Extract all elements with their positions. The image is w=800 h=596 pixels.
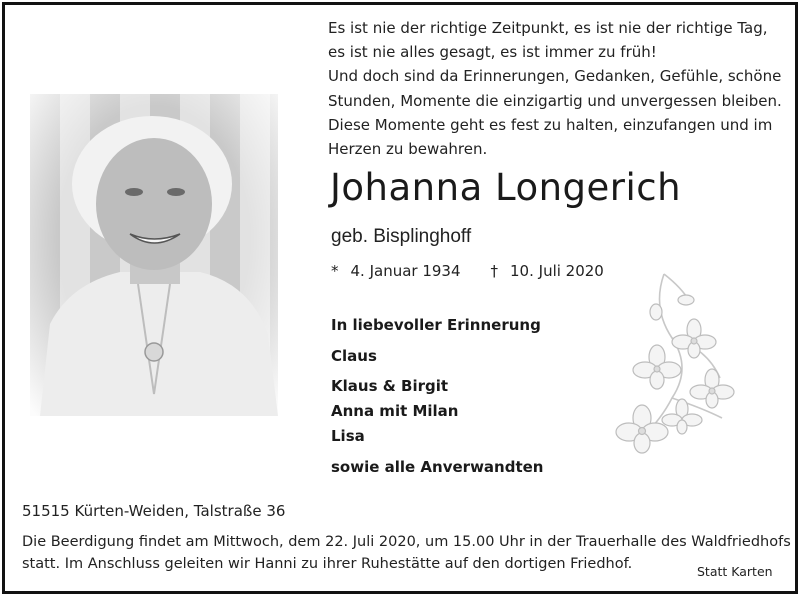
- poem-line: es ist nie alles gesagt, es ist immer zu früh!: [328, 43, 657, 62]
- death-date: 10. Juli 2020: [510, 262, 604, 280]
- mourners-closing: sowie alle Anverwandten: [331, 458, 544, 476]
- orchid-illustration: [612, 268, 752, 468]
- deceased-name: Johanna Longerich: [330, 166, 682, 209]
- poem-line: Diese Momente geht es fest zu halten, einzufangen und im: [328, 115, 773, 134]
- family-address: 51515 Kürten-Weiden, Talstraße 36: [22, 502, 286, 520]
- poem-line: Herzen zu bewahren.: [328, 140, 488, 159]
- statt-karten-note: Statt Karten: [697, 564, 773, 579]
- mourner-name: Klaus & Birgit: [331, 377, 449, 395]
- death-symbol: †: [490, 262, 499, 280]
- memorial-poem: [328, 16, 788, 161]
- mourner-name: Lisa: [331, 427, 365, 445]
- poem-line: Stunden, Momente die einzigartig und unvergessen bleiben.: [328, 91, 782, 110]
- funeral-notice: [22, 531, 792, 575]
- maiden-name: geb. Bisplinghoff: [331, 226, 472, 247]
- mourner-name: Claus: [331, 347, 377, 365]
- funeral-line: statt. Im Anschluss geleiten wir Hanni zu ihrer Ruhestätte auf den dortigen Friedhof.: [22, 556, 633, 572]
- birth-symbol: *: [331, 262, 339, 280]
- portrait-photo: [30, 94, 278, 416]
- poem-line: Und doch sind da Erinnerungen, Gedanken, Gefühle, schöne: [328, 67, 782, 86]
- life-dates: [331, 262, 604, 280]
- mourners-heading: In liebevoller Erinnerung: [331, 316, 541, 334]
- funeral-line: Die Beerdigung findet am Mittwoch, dem 22. Juli 2020, um 15.00 Uhr in der Trauerhalle des Waldfriedhofs: [22, 534, 791, 550]
- birth-date: 4. Januar 1934: [350, 262, 461, 280]
- mourner-name: Anna mit Milan: [331, 402, 459, 420]
- poem-line: Es ist nie der richtige Zeitpunkt, es ist nie der richtige Tag,: [328, 19, 768, 37]
